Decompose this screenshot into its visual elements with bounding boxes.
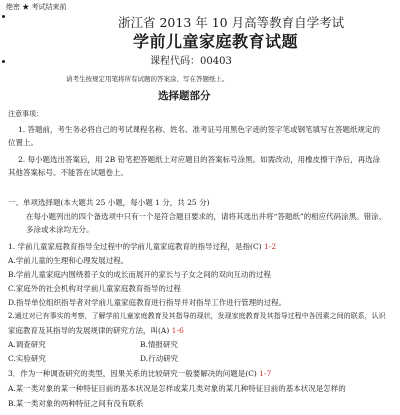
binding-dot bbox=[2, 15, 5, 18]
question-2: 2.通过对已有事实的考察，了解学前儿童家庭教育及其指导的现状，发现家庭教育及其指导过程中各因素之间的联系，认识 bbox=[8, 312, 386, 320]
notice-item-1: 1. 答题前，考生务必将自己的考试课程名称、姓名、准考证号用黑色字迹的签字笔或钢笔填写在答题纸规定的 bbox=[18, 125, 381, 134]
section-desc-cont: 多涂或未涂均无分。 bbox=[26, 225, 94, 234]
option-c: C.家庭外的社会机构对学前儿童家庭教育指导的过程 bbox=[8, 284, 181, 293]
notice-heading: 注意事项： bbox=[8, 110, 43, 118]
question-ref: 1-2 bbox=[264, 242, 277, 251]
question-3 bbox=[8, 368, 271, 379]
question-stem: 家庭教育及其指导的发展规律的研究方法，叫(A) bbox=[8, 326, 170, 335]
exam-title: 浙江省 2013 年 10 月高等教育自学考试 bbox=[118, 15, 345, 30]
notice-item-1-cont: 位置上。 bbox=[8, 138, 38, 147]
question-stem: 1. 学前儿童家庭教育指导全过程中的学前儿童家庭教育的指导过程，是指(C) bbox=[8, 242, 262, 251]
option-a: A.学前儿童的生理和心理发展过程。 bbox=[8, 256, 129, 265]
answer-instruction: 请考生按规定用笔将所有试题的答案涂、写在答题纸上。 bbox=[66, 75, 229, 83]
option-a: A.调查研究 bbox=[8, 340, 46, 349]
option-b: B.情报研究 bbox=[140, 340, 178, 349]
question-ref: 1-6 bbox=[171, 326, 184, 335]
question-2-cont bbox=[8, 325, 184, 336]
option-d: D.行动研究 bbox=[140, 354, 179, 363]
question-1 bbox=[8, 241, 276, 252]
section-heading: 一、单项选择题(本大题共 25 小题，每小题 1 分，共 25 分) bbox=[8, 198, 210, 207]
binding-dot bbox=[2, 60, 5, 63]
notice-item-2-cont: 其他答案标号。不能答在试题卷上。 bbox=[8, 168, 128, 177]
option-b: B.某一类对象的两种特征之间有没有联系 bbox=[8, 399, 144, 408]
course-title: 学前儿童家庭教育试题 bbox=[133, 32, 299, 51]
notice-item-2: 2. 每小题选出答案后，用 2B 铅笔把答题纸上对应题目的答案标号涂黑。如需改动，用橡皮擦干净后，再选涂 bbox=[18, 155, 381, 164]
part-title: 选择题部分 bbox=[158, 90, 211, 102]
question-stem: 3．作为一种调查研究的类型，因果关系的比较研究一般要解决的问题是(C) bbox=[8, 369, 257, 378]
secret-mark: 绝密 ★ 考试结束前 bbox=[6, 3, 67, 11]
question-ref: 1-7 bbox=[259, 369, 272, 378]
option-b: B.学前儿童家庭内围绕着子女的成长而展开的家长与子女之间的双向互动的过程 bbox=[8, 270, 271, 279]
option-d: D.指导单位组织指导者对学前儿童家庭教育进行指导并对指导工作进行管理的过程。 bbox=[8, 298, 287, 307]
course-code: 课程代码：00403 bbox=[150, 56, 232, 67]
option-a: A.某一类对象的某一种特征目前的基本状况是怎样或某几类对象的某几种特征目前的基本状况是怎样的 bbox=[8, 384, 346, 393]
option-c: C.实验研究 bbox=[8, 354, 46, 363]
section-desc: 在每小题列出的四个备选项中只有一个是符合题目要求的，请将其选出并将“答题纸”的相应代码涂黑。错涂、 bbox=[26, 212, 387, 221]
